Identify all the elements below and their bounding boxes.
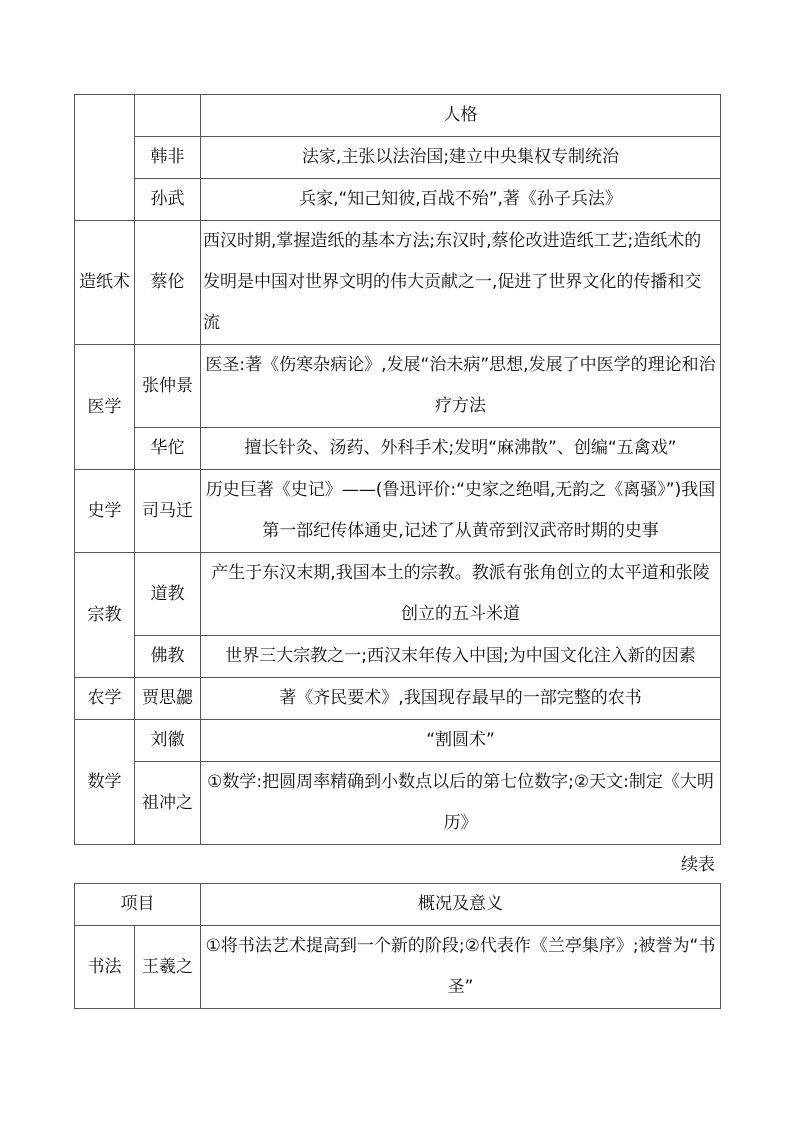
person-cell: 道教 <box>135 553 201 636</box>
continued-label: 续表 <box>681 855 715 875</box>
category-cell: 宗教 <box>75 553 135 678</box>
person-cell: 刘徽 <box>135 720 201 762</box>
desc-cell: 兵家,“知己知彼,百战不殆”,著《孙子兵法》 <box>201 179 721 221</box>
desc-cell: 擅长针灸、汤药、外科手术;发明“麻沸散”、创编“五禽戏” <box>201 428 721 470</box>
table-row <box>75 636 721 678</box>
desc-cell: 产生于东汉末期,我国本土的宗教。教派有张角创立的太平道和张陵创立的五斗米道 <box>201 553 721 636</box>
person-cell: 孙武 <box>135 179 201 221</box>
desc-cell: 医圣:著《伤寒杂病论》,发展“治未病”思想,发展了中医学的理论和治疗方法 <box>201 345 721 428</box>
table-row <box>75 345 721 428</box>
person-cell: 佛教 <box>135 636 201 678</box>
table-header-row <box>75 884 721 926</box>
desc-cell: 著《齐民要术》,我国现存最早的一部完整的农书 <box>201 678 721 720</box>
header-overview: 概况及意义 <box>201 884 721 926</box>
table-row <box>75 762 721 845</box>
table-row <box>75 95 721 137</box>
category-cell: 医学 <box>75 345 135 470</box>
history-table <box>74 94 721 845</box>
desc-cell: 人格 <box>201 95 721 137</box>
category-cell: 农学 <box>75 678 135 720</box>
desc-cell: 历史巨著《史记》——(鲁迅评价:“史家之绝唱,无韵之《离骚》”)我国第一部纪传体通史,记述了从黄帝到汉武帝时期的史事 <box>201 470 721 553</box>
person-cell: 祖冲之 <box>135 762 201 845</box>
category-cell: 史学 <box>75 470 135 553</box>
person-cell: 贾思勰 <box>135 678 201 720</box>
table-row <box>75 678 721 720</box>
desc-cell: “割圆术” <box>201 720 721 762</box>
table-row <box>75 553 721 636</box>
table-row <box>75 428 721 470</box>
person-cell: 王羲之 <box>135 926 201 1009</box>
person-cell: 韩非 <box>135 137 201 179</box>
header-item: 项目 <box>75 884 201 926</box>
desc-cell: 西汉时期,掌握造纸的基本方法;东汉时,蔡伦改进造纸工艺;造纸术的发明是中国对世界文明的伟大贡献之一,促进了世界文化的传播和交流 <box>201 221 721 345</box>
table-row <box>75 720 721 762</box>
table-row <box>75 926 721 1009</box>
person-cell: 华佗 <box>135 428 201 470</box>
category-cell: 造纸术 <box>75 221 135 345</box>
table-row <box>75 137 721 179</box>
category-cell: 书法 <box>75 926 135 1009</box>
desc-cell: ①数学:把圆周率精确到小数点以后的第七位数字;②天文:制定《大明历》 <box>201 762 721 845</box>
desc-cell: ①将书法艺术提高到一个新的阶段;②代表作《兰亭集序》;被誉为“书圣” <box>201 926 721 1009</box>
person-cell: 张仲景 <box>135 345 201 428</box>
person-cell: 蔡伦 <box>135 221 201 345</box>
table-row <box>75 470 721 553</box>
category-cell: 数学 <box>75 720 135 845</box>
desc-cell: 法家,主张以法治国;建立中央集权专制统治 <box>201 137 721 179</box>
table-row <box>75 221 721 345</box>
table-row <box>75 179 721 221</box>
person-cell: 司马迁 <box>135 470 201 553</box>
person-cell <box>135 95 201 137</box>
desc-cell: 世界三大宗教之一;西汉末年传入中国;为中国文化注入新的因素 <box>201 636 721 678</box>
continued-table <box>74 883 721 1009</box>
category-cell <box>75 95 135 221</box>
